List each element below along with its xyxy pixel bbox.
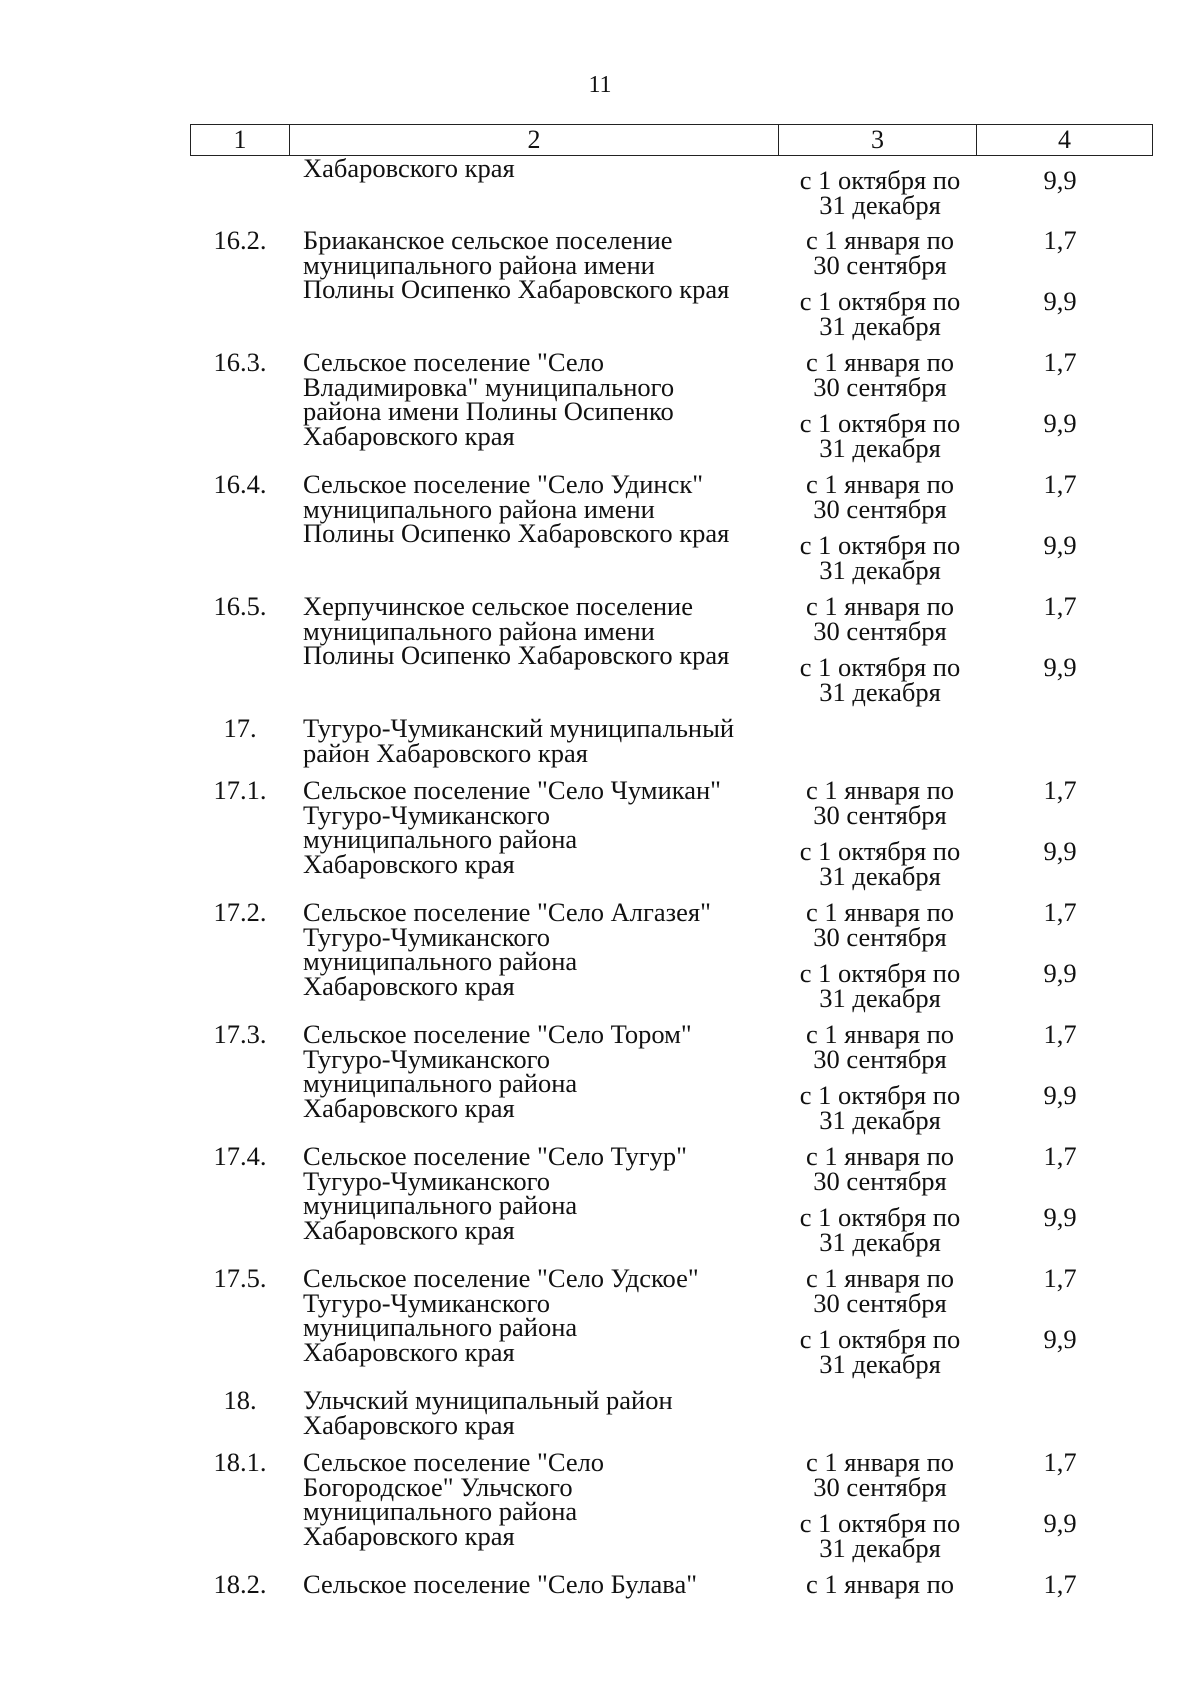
- period-line: 31 декабря: [819, 1348, 941, 1379]
- settlement-name: [303, 153, 783, 183]
- period-line: 31 декабря: [819, 676, 941, 707]
- settlement-name-line: Тугуро-Чумиканского: [303, 799, 551, 830]
- settlement-name-line: Херпучинское сельское поселение: [303, 591, 693, 621]
- period-line: с 1 октября по: [799, 652, 961, 682]
- period-line: с 1 октября по: [799, 1508, 961, 1538]
- period: [780, 1141, 980, 1196]
- settlement-name-line: Полины Осипенко Хабаровского края: [303, 518, 730, 548]
- rate-value: 9,9: [1043, 286, 1077, 316]
- settlement-name-line: Хабаровского края: [303, 1092, 515, 1123]
- period: [780, 897, 980, 952]
- period: [780, 408, 980, 463]
- row-number: 18.: [223, 1385, 257, 1415]
- row-number: 18.2.: [213, 1569, 267, 1599]
- settlement-name: [303, 897, 783, 1001]
- period: [780, 469, 980, 524]
- rate-value: 1,7: [1043, 775, 1077, 805]
- settlement-name: [303, 775, 783, 879]
- period: [780, 836, 980, 891]
- period-line: 31 декабря: [819, 189, 941, 220]
- period-line: 31 декабря: [819, 860, 941, 891]
- row-number: 17.1.: [213, 775, 267, 805]
- settlement-name-line: Хабаровского края: [303, 420, 515, 451]
- settlement-name-line: Хабаровского края: [303, 1409, 515, 1440]
- settlement-name-line: муниципального района: [303, 1496, 578, 1526]
- period: [780, 1569, 980, 1599]
- period-line: 30 сентября: [813, 1043, 947, 1074]
- rate-value: 1,7: [1043, 1141, 1077, 1171]
- period-line: 30 сентября: [813, 249, 947, 280]
- settlement-name-line: Сельское поселение "Село Чумикан": [303, 775, 721, 805]
- period: [780, 225, 980, 280]
- settlement-name: [303, 347, 783, 451]
- column-header-1: 1: [191, 125, 290, 156]
- period-line: с 1 октября по: [799, 1080, 961, 1110]
- settlement-name-line: района имени Полины Осипенко: [303, 396, 674, 426]
- period-line: 31 декабря: [819, 432, 941, 463]
- column-header-4: 4: [977, 125, 1153, 156]
- settlement-name-line: Сельское поселение "Село Тугур": [303, 1141, 687, 1171]
- settlement-name-line: Сельское поселение "Село Удское": [303, 1263, 699, 1293]
- settlement-name-line: Полины Осипенко Хабаровского края: [303, 640, 730, 670]
- rate-value: 9,9: [1043, 958, 1077, 988]
- row-number: 16.5.: [213, 591, 267, 621]
- rate-value: 1,7: [1043, 225, 1077, 255]
- settlement-name-line: муниципального района: [303, 1068, 578, 1098]
- rate-value: 9,9: [1043, 652, 1077, 682]
- settlement-name-line: Бриаканское сельское поселение: [303, 225, 673, 255]
- rate-value: 9,9: [1043, 1080, 1077, 1110]
- period-line: с 1 октября по: [799, 958, 961, 988]
- settlement-name-line: Тугуро-Чумиканский муниципальный: [303, 713, 735, 743]
- period: [780, 530, 980, 585]
- period-line: с 1 октября по: [799, 165, 961, 195]
- settlement-name: [303, 1019, 783, 1123]
- settlement-name-line: муниципального района имени: [303, 493, 655, 524]
- rate-value: 9,9: [1043, 1202, 1077, 1232]
- settlement-name-line: Сельское поселение "Село Булава": [303, 1569, 698, 1599]
- settlement-name-line: Сельское поселение "Село: [303, 1447, 605, 1477]
- period-line: 30 сентября: [813, 493, 947, 524]
- row-number: 17.2.: [213, 897, 267, 927]
- settlement-name-line: Хабаровского края: [303, 1214, 515, 1245]
- page-number: 11: [588, 72, 612, 98]
- period-line: 31 декабря: [819, 310, 941, 341]
- rate-value: 1,7: [1043, 1447, 1077, 1477]
- period: [780, 165, 980, 220]
- period: [780, 1447, 980, 1502]
- row-number: 18.1.: [213, 1447, 267, 1477]
- column-header-row: [190, 124, 1153, 156]
- period-line: с 1 января по: [805, 1019, 955, 1049]
- settlement-name-line: Хабаровского края: [303, 153, 515, 183]
- settlement-name-line: Хабаровского края: [303, 1336, 515, 1367]
- row-number: 17.: [223, 713, 257, 743]
- period: [780, 1263, 980, 1318]
- rate-value: 9,9: [1043, 408, 1077, 438]
- period-line: с 1 октября по: [799, 530, 961, 560]
- settlement-name-line: Сельское поселение "Село Алгазея": [303, 897, 711, 927]
- settlement-name-line: Богородское" Ульчского: [303, 1471, 573, 1502]
- settlement-name-line: Тугуро-Чумиканского: [303, 1287, 551, 1318]
- column-header-2: 2: [290, 125, 779, 156]
- period-line: 31 декабря: [819, 1104, 941, 1135]
- period-line: с 1 января по: [805, 775, 955, 805]
- rate-value: 9,9: [1043, 836, 1077, 866]
- settlement-name-line: Хабаровского края: [303, 1520, 515, 1551]
- settlement-name-line: Хабаровского края: [303, 848, 515, 879]
- period-line: 30 сентября: [813, 615, 947, 646]
- period-line: с 1 октября по: [799, 408, 961, 438]
- period: [780, 652, 980, 707]
- row-number: 17.3.: [213, 1019, 267, 1049]
- column-header-3: 3: [779, 125, 977, 156]
- row-number: 17.4.: [213, 1141, 267, 1171]
- rate-value: 9,9: [1043, 1508, 1077, 1538]
- rate-value: 1,7: [1043, 1569, 1077, 1599]
- settlement-name: [303, 1385, 783, 1440]
- settlement-name-line: Сельское поселение "Село: [303, 347, 605, 377]
- settlement-name-line: Владимировка" муниципального: [303, 371, 675, 402]
- period-line: с 1 октября по: [799, 1202, 961, 1232]
- settlement-name-line: муниципального района: [303, 1312, 578, 1342]
- period: [780, 1508, 980, 1563]
- period-line: с 1 января по: [805, 897, 955, 927]
- period-line: 31 декабря: [819, 554, 941, 585]
- settlement-name-line: Полины Осипенко Хабаровского края: [303, 274, 730, 304]
- rate-value: 1,7: [1043, 1019, 1077, 1049]
- settlement-name-line: муниципального района имени: [303, 249, 655, 280]
- period-line: с 1 января по: [805, 591, 955, 621]
- row-number: 16.3.: [213, 347, 267, 377]
- settlement-name-line: муниципального района: [303, 946, 578, 976]
- period-line: с 1 января по: [805, 1141, 955, 1171]
- settlement-name-line: муниципального района имени: [303, 615, 655, 646]
- period-line: с 1 октября по: [799, 1324, 961, 1354]
- settlement-name-line: Тугуро-Чумиканского: [303, 1165, 551, 1196]
- rate-value: 9,9: [1043, 1324, 1077, 1354]
- settlement-name-line: Тугуро-Чумиканского: [303, 1043, 551, 1074]
- period: [780, 1202, 980, 1257]
- period-line: с 1 января по: [805, 1447, 955, 1477]
- settlement-name-line: муниципального района: [303, 1190, 578, 1220]
- period-line: 30 сентября: [813, 1287, 947, 1318]
- settlement-name-line: Хабаровского края: [303, 970, 515, 1001]
- period: [780, 591, 980, 646]
- rate-value: 1,7: [1043, 347, 1077, 377]
- settlement-name: [303, 1141, 783, 1245]
- rate-value: 1,7: [1043, 469, 1077, 499]
- row-number: 16.4.: [213, 469, 267, 499]
- rate-value: 9,9: [1043, 530, 1077, 560]
- period: [780, 1019, 980, 1074]
- period-line: с 1 октября по: [799, 286, 961, 316]
- settlement-name: [303, 1263, 783, 1367]
- period: [780, 958, 980, 1013]
- period-line: с 1 января по: [805, 469, 955, 499]
- period-line: 30 сентября: [813, 1471, 947, 1502]
- settlement-name-line: Тугуро-Чумиканского: [303, 921, 551, 952]
- period-line: с 1 октября по: [799, 836, 961, 866]
- rate-value: 1,7: [1043, 897, 1077, 927]
- period-line: 30 сентября: [813, 921, 947, 952]
- period-line: с 1 января по: [805, 1569, 955, 1599]
- period: [780, 1324, 980, 1379]
- row-number: 17.5.: [213, 1263, 267, 1293]
- period-line: 30 сентября: [813, 799, 947, 830]
- settlement-name: [303, 713, 783, 768]
- settlement-name: [303, 225, 783, 304]
- period-line: 30 сентября: [813, 1165, 947, 1196]
- period: [780, 1080, 980, 1135]
- period-line: с 1 января по: [805, 347, 955, 377]
- rate-value: 1,7: [1043, 591, 1077, 621]
- period-line: с 1 января по: [805, 1263, 955, 1293]
- settlement-name-line: Ульчский муниципальный район: [303, 1385, 673, 1415]
- settlement-name-line: Сельское поселение "Село Тором": [303, 1019, 692, 1049]
- period-line: с 1 января по: [805, 225, 955, 255]
- period-line: 31 декабря: [819, 1226, 941, 1257]
- period: [780, 775, 980, 830]
- settlement-name-line: муниципального района: [303, 824, 578, 854]
- settlement-name: [303, 1569, 783, 1599]
- rate-value: 9,9: [1043, 165, 1077, 195]
- period-line: 31 декабря: [819, 1532, 941, 1563]
- settlement-name: [303, 1447, 783, 1551]
- settlement-name: [303, 591, 783, 670]
- period: [780, 286, 980, 341]
- period: [780, 347, 980, 402]
- settlement-name-line: Сельское поселение "Село Удинск": [303, 469, 704, 499]
- rate-value: 1,7: [1043, 1263, 1077, 1293]
- settlement-name-line: район Хабаровского края: [303, 737, 588, 768]
- row-number: 16.2.: [213, 225, 267, 255]
- period-line: 30 сентября: [813, 371, 947, 402]
- settlement-name: [303, 469, 783, 548]
- period-line: 31 декабря: [819, 982, 941, 1013]
